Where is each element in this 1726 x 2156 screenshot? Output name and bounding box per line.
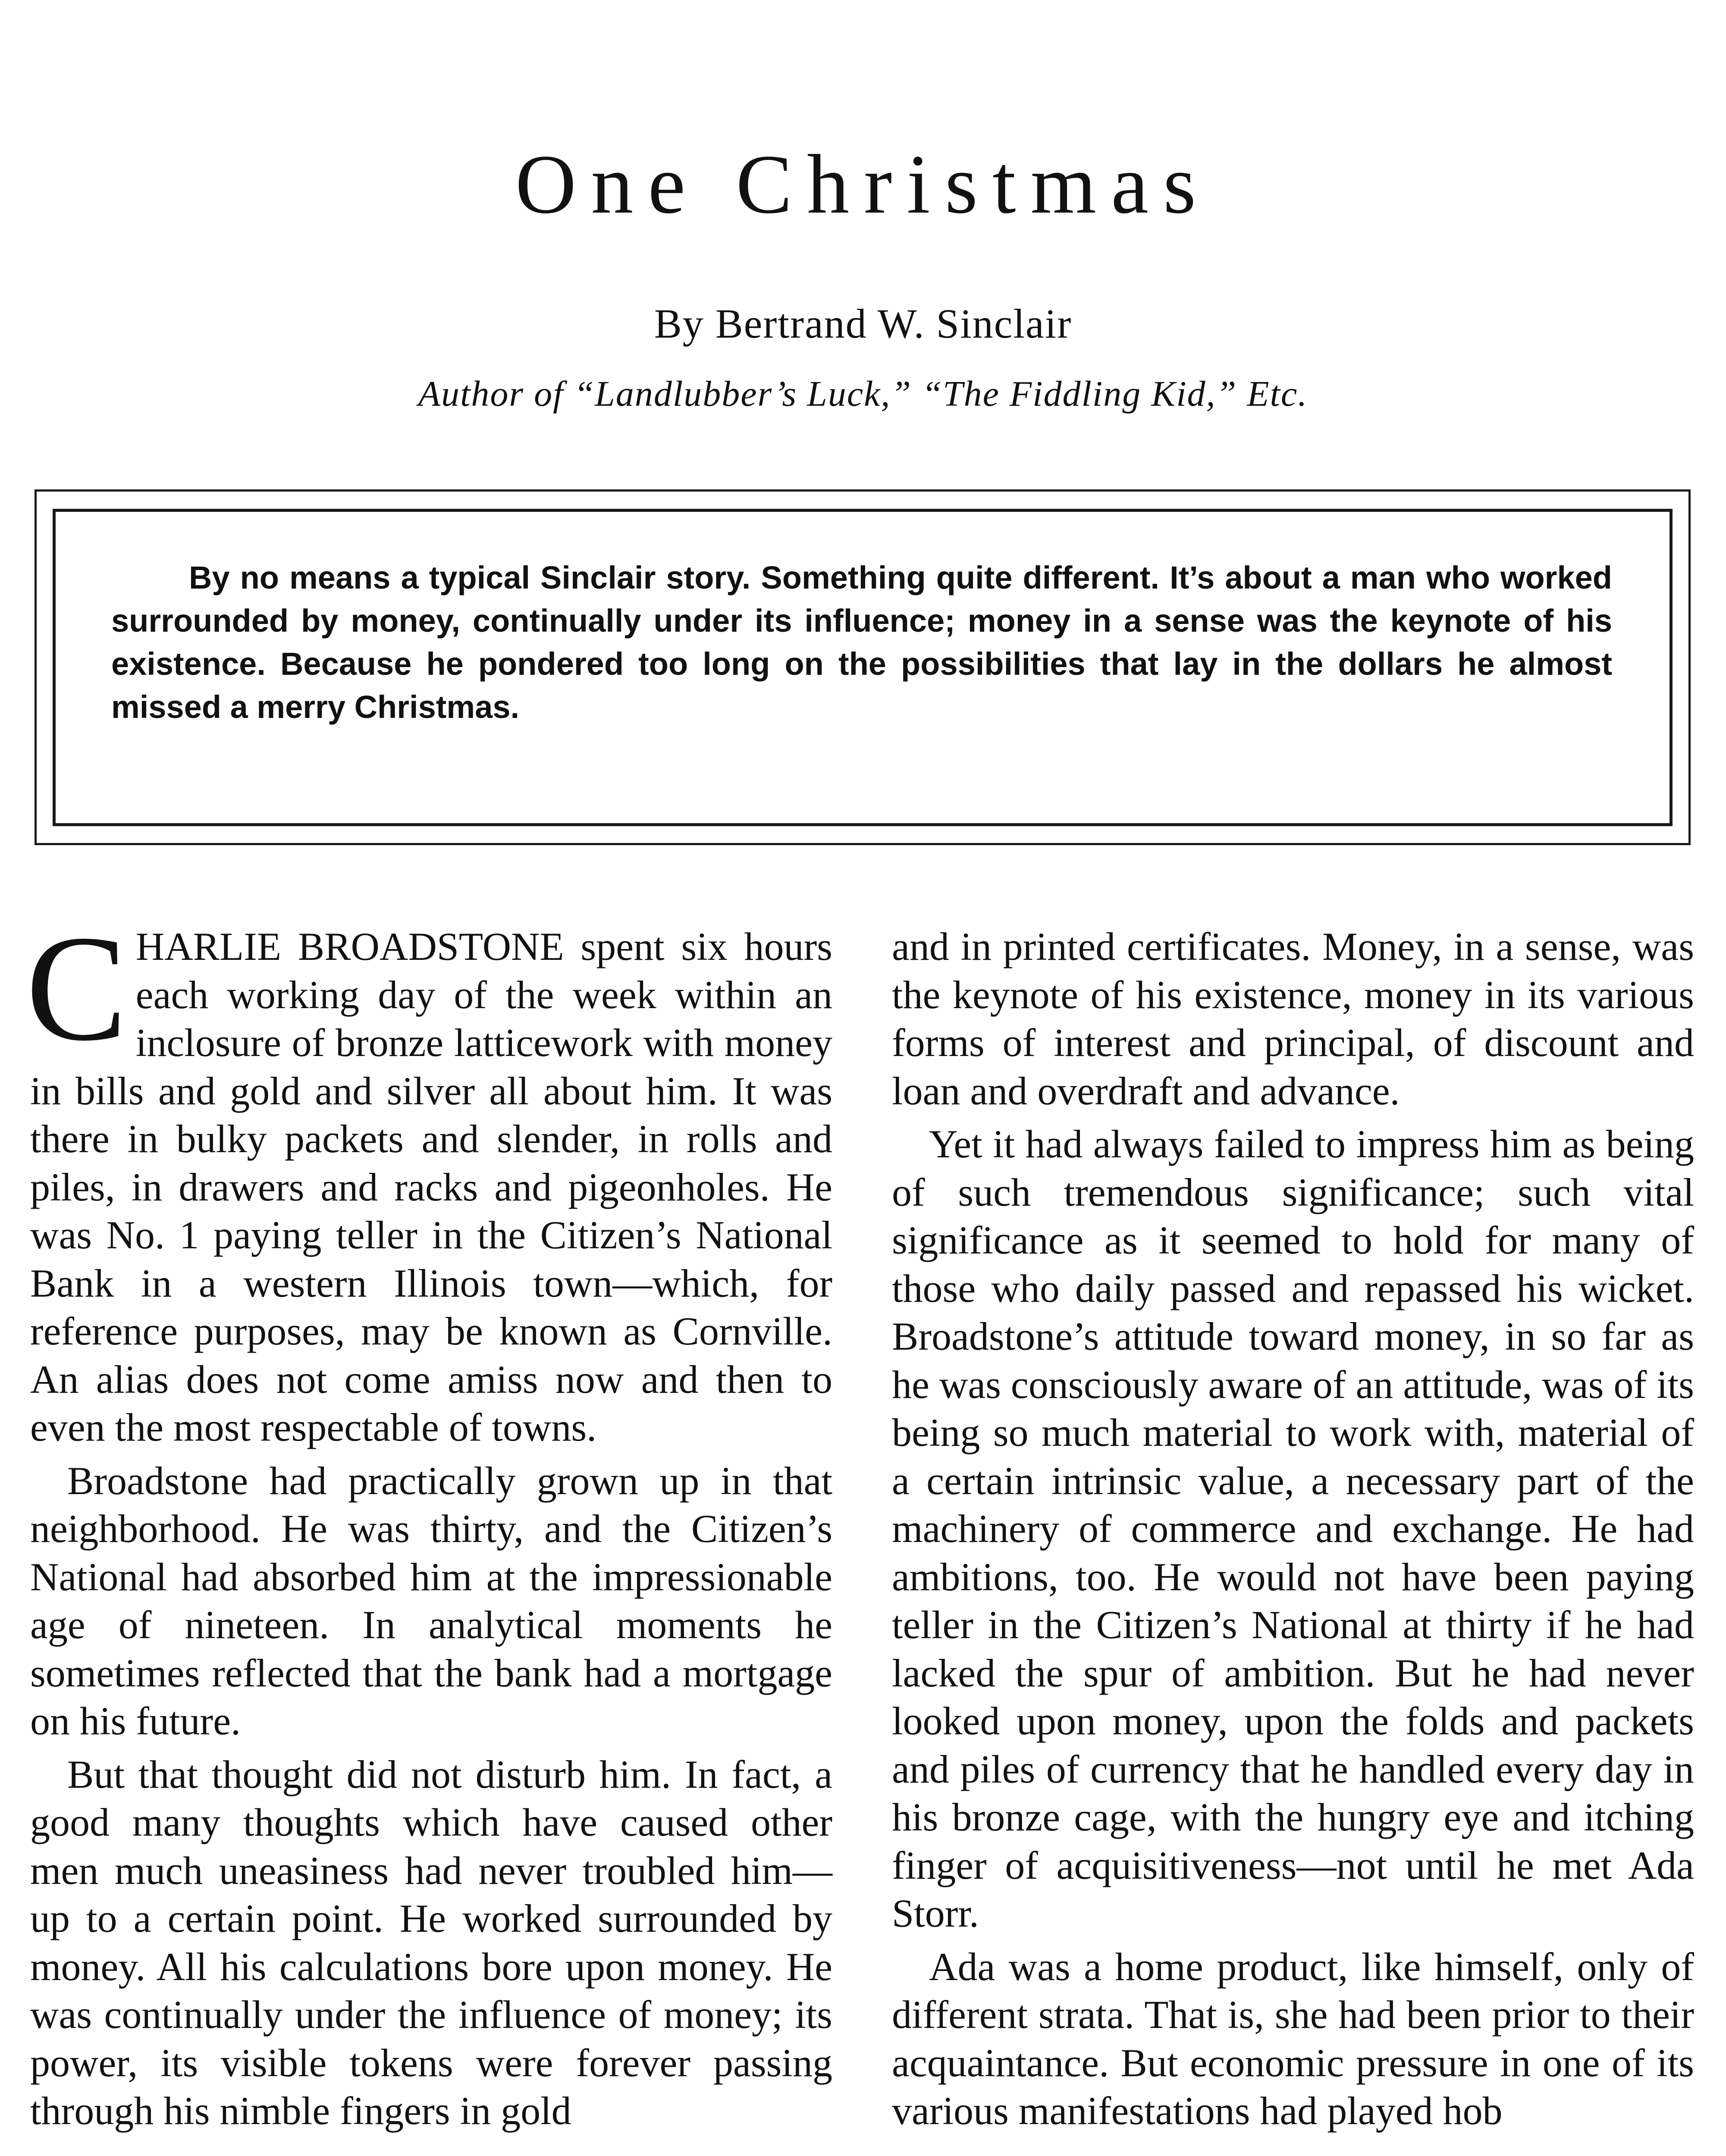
story-paragraph: and in printed certificates. Money, in a sense, was the keynote of his existence, money in its various forms of interest and principal, of discount and loan and overdraft and advance. [892, 924, 1694, 1113]
teaser-blurb [111, 556, 1612, 729]
drop-cap: C [26, 904, 127, 1072]
teaser-text: By no means a typical Sinclair story. Something quite different. It’s about a man who worked surrounded by money, continually under its influence; money in a sense was the keynote of his existence. Because he pondered too long on the possibilities that lay in the dollars he almost missed a merry Christmas. [111, 560, 1612, 725]
author-credits: Author of “Landlubber’s Luck,” “The Fiddling Kid,” Etc. [418, 374, 1308, 414]
story-paragraph: But that thought did not disturb him. In fact, a good many thoughts which have caused other men much uneasiness had never troubled him—up to a certain point. He worked surrounded by money. All his calculations bore upon money. He was continually under the influence of money; its power, its visible tokens were forever passing through his nimble fingers in gold [30, 1752, 832, 2133]
story-paragraph [26, 904, 832, 1452]
story-title: One Christmas [515, 138, 1211, 231]
story-paragraph: Broadstone had practically grown up in that neighborhood. He was thirty, and the Citizen’s National had absorbed him at the impressionable age of nineteen. In analytical moments he sometimes reflected that the bank had a mortgage on his future. [30, 1458, 832, 1743]
story-paragraph: Yet it had always failed to impress him as being of such tremendous significance; such vital significance as it seemed to hold for many of those who daily passed and repassed his wicket. Broadstone’s attitude toward money, in so far as he was consciously aware of an attitude, was of its being so much material to work with, material of a certain intrinsic value, a necessary part of the machinery of commerce and exchange. He had ambitions, too. He would not have been paying teller in the Citizen’s National at thirty if he had lacked the spur of ambition. But he had never looked upon money, upon the folds and packets and piles of currency that he handled every day in his bronze cage, with the hungry eye and itching finger of acquisitiveness—not until he met Ada Storr. [892, 1122, 1694, 1935]
story-paragraph: Ada was a home product, like himself, only of different strata. That is, she had been prior to their acquaintance. But economic pressure in one of its various manifestations had played hob [892, 1944, 1694, 2133]
story-column-right [892, 923, 1694, 2140]
story-column-left [26, 904, 832, 2140]
paragraph-text: HARLIE BROADSTONE spent six hours each working day of the week within an inclosure of bronze latticework with money in bills and gold and silver all about him. It was there in bulky packets and slender, in rolls and piles, in drawers and racks and pigeonholes. He was No. 1 paying teller in the Citizen’s National Bank in a western Illinois town—which, for reference purposes, may be known as Cornville. An alias does not come amiss now and then to even the most respectable of towns. [30, 924, 832, 1449]
byline: By Bertrand W. Sinclair [654, 301, 1072, 347]
